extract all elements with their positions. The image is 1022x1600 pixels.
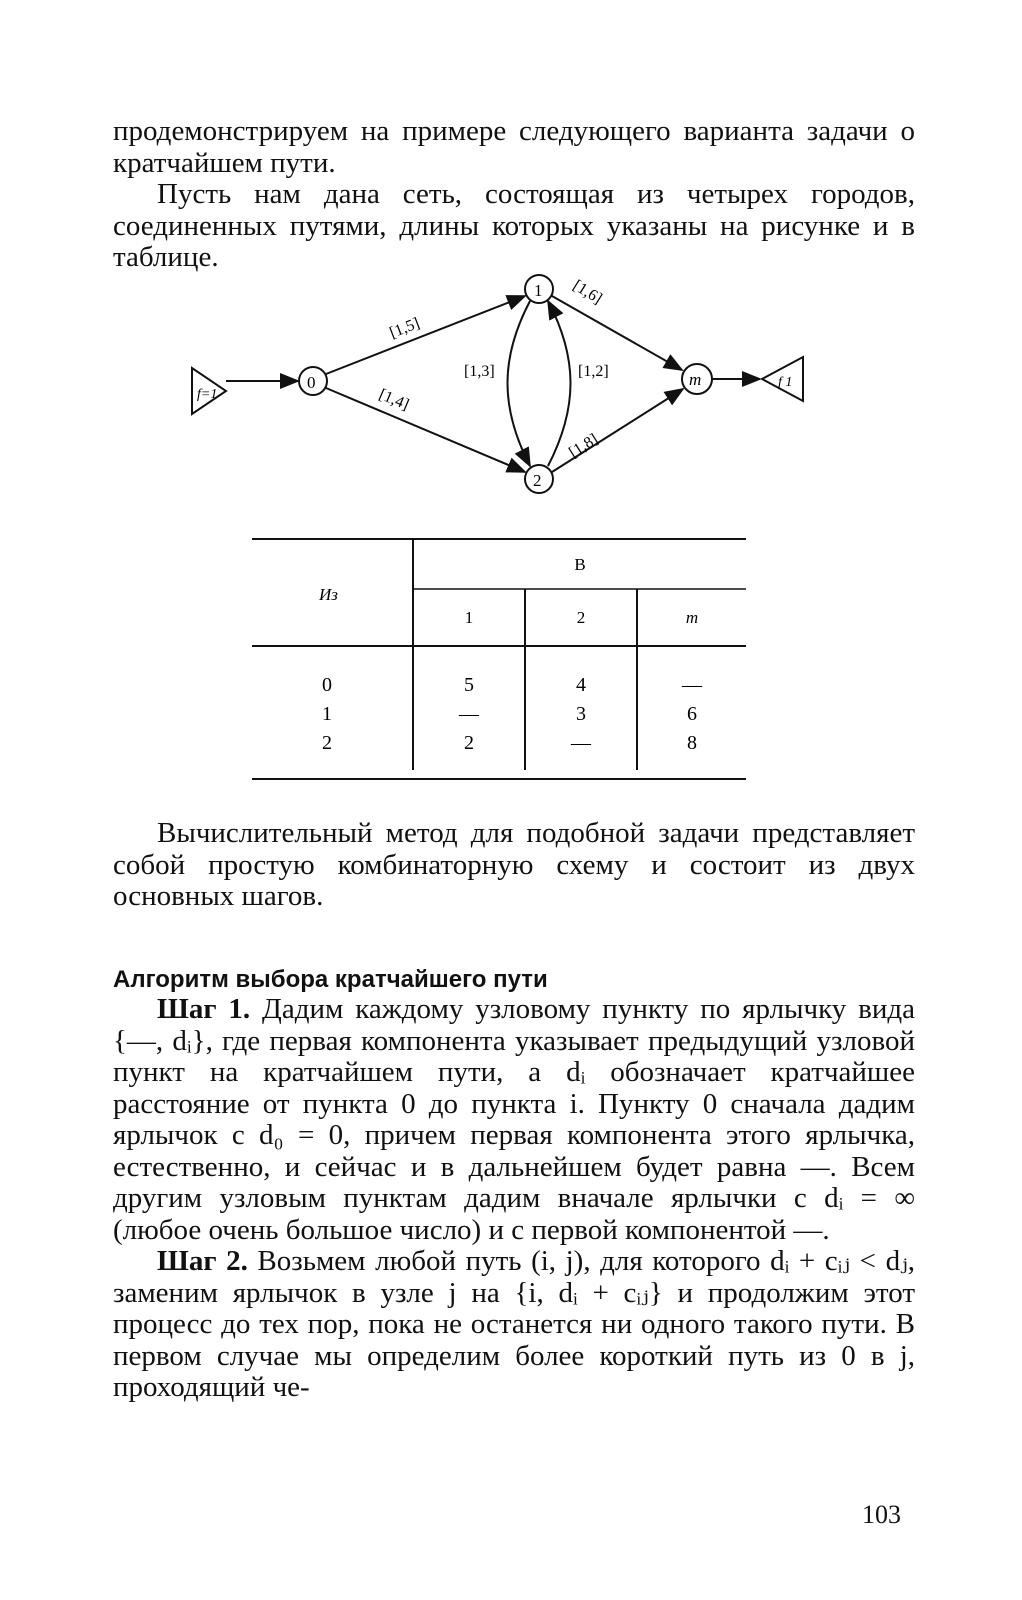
table-col-m: m xyxy=(685,608,699,627)
edge-1-2 xyxy=(508,301,531,466)
table-cell: 4 xyxy=(576,674,586,696)
intro-paragraph: Пусть нам дана сеть, состоящая из четырех городов, соединенных путями, длины которых указаны на рисунке и в таблице. xyxy=(113,178,915,273)
node-m-label: m xyxy=(689,370,702,389)
table-header-to: В xyxy=(574,555,586,574)
step-1-paragraph xyxy=(113,994,915,1246)
section-heading: Алгоритм выбора кратчайшего пути xyxy=(113,966,548,993)
table-cell: 8 xyxy=(687,732,697,754)
algorithm-steps xyxy=(113,994,915,1404)
method-paragraph: Вычислительный метод для подобной задачи представляет собой простую комбинаторную схему и состоит из двух основных шагов. xyxy=(113,817,915,912)
node-0-label: 0 xyxy=(307,373,316,392)
edge-0-2-label: [1,4] xyxy=(376,386,412,414)
node-2-label: 2 xyxy=(533,471,542,490)
table-row-from: 0 xyxy=(322,674,332,696)
edge-1-m-label: [1,6] xyxy=(569,276,605,308)
network-diagram xyxy=(180,268,840,500)
table-col-2: 2 xyxy=(576,608,586,627)
edge-0-1 xyxy=(326,296,525,374)
intro-text xyxy=(113,116,915,274)
edge-0-2 xyxy=(326,388,525,472)
table-header-from: Из xyxy=(319,585,338,604)
distance-table xyxy=(0,525,1022,795)
edge-2-1 xyxy=(548,301,571,466)
node-1-label: 1 xyxy=(534,281,543,300)
edge-1-2-label: [1,3] xyxy=(464,363,495,380)
table-cell: 2 xyxy=(464,732,474,754)
table-col-1: 1 xyxy=(464,608,474,627)
sink-label: f 1 xyxy=(778,375,793,390)
table-row-from: 2 xyxy=(322,732,332,754)
table-row-from: 1 xyxy=(322,703,332,725)
table-cell: — xyxy=(571,732,591,754)
method-paragraph-block xyxy=(113,818,915,913)
table-cell: — xyxy=(459,703,479,725)
step-1-text: Дадим каждому узловому пункту по ярлычку вида {—, dᵢ}, где первая компонента указывает предыдущий узловой пункт на кратчайшем пути, а dᵢ обозначает кратчайшее расстояние от пункта 0 до пункта i. Пункту 0 сначала дадим ярлычок с d₀ = 0, причем первая компонента этого ярлычка, естественно, и сейчас и в дальнейшем будет равна —. Всем другим узловым пунктам дадим вначале ярлычки с dᵢ = ∞ (любое очень большое число) и с первой компонентой —. xyxy=(113,993,916,1246)
edge-0-1-label: [1,5] xyxy=(387,314,423,342)
table-cell: 6 xyxy=(687,703,697,725)
step-2-paragraph xyxy=(113,1246,915,1404)
edge-2-1-label: [1,2] xyxy=(578,363,609,380)
table-cell: 3 xyxy=(576,703,586,725)
step-1-label: Шаг 1. xyxy=(157,993,251,1025)
edge-2-m xyxy=(552,389,683,472)
step-2-text: Возьмем любой путь (i, j), для которого dᵢ + cᵢⱼ < dⱼ, заменим ярлычок в узле j на {i, dᵢ + cᵢⱼ} и продолжим этот процесс до тех пор, пока не останется ни одного такого пути. В первом случае мы определим более короткий путь из 0 в j, проходящий че- xyxy=(113,1245,916,1403)
edge-2-m-label: [1,8] xyxy=(566,430,602,462)
table-cell: 5 xyxy=(464,674,474,696)
step-2-label: Шаг 2. xyxy=(157,1245,248,1277)
table-cell: — xyxy=(682,674,702,696)
source-label: f=1 xyxy=(197,387,218,402)
edge-1-m xyxy=(552,296,682,370)
page-number: 103 xyxy=(862,1500,901,1529)
intro-line: продемонстрируем на примере следующего варианта задачи о кратчайшем пути. xyxy=(113,115,915,179)
